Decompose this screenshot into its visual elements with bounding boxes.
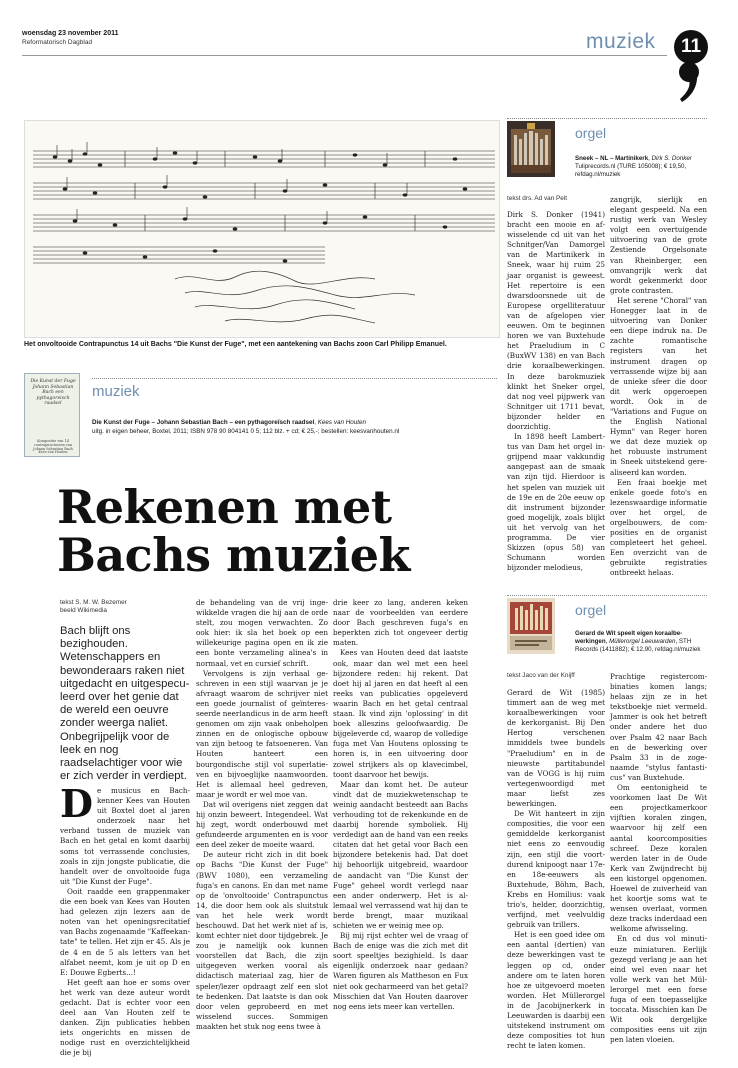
- book-info: Die Kunst der Fuge – Johann Sebastian Bach – een pythagoreïsch raadsel, Kees van Houten uitg. in eigen beheer, Boxtel, 2011; ISBN 978 90 804141 0 5; 112 blz. + cd; € 25,-; bestellen: keesvanhouten.nl: [92, 419, 400, 435]
- review2-paragraph: Gerard de Wit (1985) timmert aan de weg met koraalbewerkingen voor de kerkorganist. Bij Den Hertog verschenen inmiddels twee bundels "Praeludium" en in de nieuwste partitabundel van de VOGG is hij ruim vertegenwoordigd met maar liefst zes bewerkingen.: [507, 688, 605, 809]
- review1-details: Tuliprecords.nl (TURE 105008); € 19,50, refdag.nl/muziek: [575, 163, 687, 179]
- review1-section-label: orgel: [575, 125, 607, 141]
- article-paragraph: Kees van Houten deed dat laatste ook, maar dan wel met een heel bijzondere reden: hij rekent. Dat doet hij al jaren en dat heeft al een reeks van publicaties opgeleverd waarin Bach en het getal centraal staan. Ik vind zijn 'oplossing' in dit boek alleszins geloofwaardig. De bijgeleverde cd, waarop de volledige fuga met Van Houtens oplossing te horen is, in een uitvoering door zowel strijkers als op klavecimbel, toont daarvoor het bewijs.: [333, 648, 468, 779]
- review2-paragraph: De Wit hanteert in zijn composities, die voor een gemiddelde kerkorganist niet eens zo eenvoudig zijn, een stijl die voortdurend knipoogt naar 17e- en 18e-eeuwers als Buxtehude, Böhm, Bach, Krebs en Homilius: vaak trio's, helder, doorzichtig, verfijnd, met veelvuldig gebruik van trillers.: [507, 809, 605, 930]
- book-title: Die Kunst der Fuge – Johann Sebastian Bach – een pythagoreïsch raadsel: [92, 419, 315, 426]
- article-paragraph: Maar dan komt het. De auteur vindt dat de muziekwetenschap te weinig aandacht besteedt aan Bachs verhouding tot de rekenkunde en de daarbij horende symboliek. Hij verdedigt aan de hand van een reeks citaten dat het getal voor Bach een bijzondere betekenis had. Dat doet hij behoorlijk uitgebreid, waardoor de aandacht van "Die Kunst der Fuge" geheel wordt verlegd naar een ander onderwerp. Het is allemaal wel verrassend wat hij dan te berde brengt, maar muzikaal schieten we er weinig mee op.: [333, 779, 468, 930]
- review2-paragraph: Om eentonigheid te voorkomen laat De Wit een projectkamerkoor vijftien koralen zingen, waarvoor hij zelf een aantal koorcomposities schreef. Deze koralen werden later in de Oude Kerk van Zwijndrecht bij een kistorgel opgenomen. Hoewel de zuiverheid van het koortje soms wat te wensen overlaat, vormen deze tracks inderdaad een welkome afwisseling.: [610, 783, 707, 934]
- review2-paragraph: En cd dus vol minutieuze miniaturen. Eerlijk gezegd verlang je aan het eind wel even naar het volle werk van het Müllerorgel met een forse fuga of een toepasselijke toccata. Misschien kan De Wit ook dergelijke composities eens uit zijn pen laten vloeien.: [610, 934, 707, 1045]
- book-cover-author: Kees van Houten: [38, 450, 68, 454]
- review2-column-2: [610, 672, 707, 1045]
- book-author: Kees van Houten: [317, 419, 367, 426]
- review1-paragraph: Het serene "Choral" van Honegger laat in de uitvoering van Donker een diepe indruk na. De zachte romantische registers van het instrument dragen op verrassende wijze bij aan de unieke sfeer die door dit werk opgeroepen wordt. Ook in de "Variations and Fugue on the English National Hymn" van Reger horen we dat deze muziek op het robuuste instrument in Sneek uitstekend gerealiseerd kan worden.: [610, 295, 707, 477]
- review2-performer: Müllerorgel Leeuwarden: [609, 638, 676, 646]
- byline-image: beeld Wikimedia: [60, 607, 107, 614]
- review1-paragraph: zangrijk, sierlijk en elegant gespeeld. Na een rustig werk van Wesley volgt een overtuigende uitvoering van de grote Zestiende Orgelsonate van Rheinberger, een omvangrijk werk dat wordt gekenmerkt door grote contrasten.: [610, 195, 707, 295]
- book-section-label: muziek: [92, 383, 140, 400]
- review1-byline: tekst drs. Ad van Pelt: [507, 195, 568, 202]
- article-paragraph: Vervolgens is zijn verhaal geschreven in een stijl waarvan je je afvraagt waarom de schrijver niet een goede journalist of geïnteresseerde neerlandicus in de arm heeft genomen om zijn vaak onbeholpen zinnen en de onlogische opbouw van zijn betoog te fatsoeneren. Van Houten hanteert een bourgondische stijl vol superlatieven en bijvoeglijke naamwoorden. Het is allemaal heel gedreven, maar je wordt er wel moe van.: [196, 668, 328, 799]
- review2-info: Gerard de Wit speelt eigen koraalbewerkingen, Müllerorgel Leeuwarden, STH Records (1411882); € 12,90, refdag.nl/muziek: [575, 630, 701, 654]
- publication-date: woensdag 23 november 2011: [22, 30, 119, 37]
- article-headline: [57, 480, 497, 582]
- book-cover: [24, 373, 80, 457]
- cd-cover-photo: [507, 598, 555, 654]
- article-column-2: [196, 598, 328, 1032]
- section-title: muziek: [586, 30, 656, 53]
- header-divider: [22, 55, 667, 56]
- article-paragraph: Ooit raadde een grappenmaker die een boek van Kees van Houten had gelezen zijn lezers aan de noten van het openingsrecitatief van Bachs zogenaamde "Kaffeekantate" te tellen. Het zijn er 45. Als je de 4 en de 5 als letters van het alfabet neemt, kom je uit op D en E: Douwe Egberts...!: [60, 886, 190, 977]
- review1-title: Sneek – NL – Martinikerk: [575, 155, 649, 162]
- review2-title: Gerard de Wit speelt eigen koraalbewerkingen: [575, 630, 683, 646]
- book-divider: [92, 378, 497, 379]
- review1-paragraph: In 1898 heeft Lamberttus van Dam het orgel ingrijpend maar vakkundig aangepast aan de smaak van zijn tijd. Hierdoor is het spelen van muziek uit de 19e en de 20e eeuw op dit instrument bijzonder goed mogelijk, zoals blijkt uit het vervolg van het programma. De vier Skizzen (opus 58) van Schumann worden bijzonder melodieus,: [507, 432, 605, 573]
- book-cover-subtitle: Kompositie van 14 contrapunctussen van Johann Sebastian Bach: [33, 439, 73, 451]
- article-paragraph: Dat wil overigens niet zeggen dat hij onzin beweert. Integendeel. Wat hij zegt, wordt onderbouwd met gefundeerde argumenten en is voor een deel zeker de moeite waard.: [196, 799, 328, 850]
- organ-pipes-illustration: [507, 121, 555, 177]
- review1-divider: [507, 118, 707, 119]
- book-details: uitg. in eigen beheer, Boxtel, 2011; ISBN 978 90 804141 0 5; 112 blz. + cd; € 25,-; bestellen: keesvanhouten.nl: [92, 428, 400, 435]
- newspaper-name: Reformatorisch Dagblad: [22, 39, 93, 46]
- review1-column-2: [610, 195, 707, 579]
- page-number: 11: [674, 30, 708, 64]
- review2-byline: tekst Jaco van der Knijff: [507, 672, 575, 679]
- review2-paragraph: Prachtige registercombinaties komen langs; helaas zijn ze in het tekstboekje niet vermeld. Jammer is ook het betreft onder andere het duo over Psalm 42 naar Bach en de bewerking over Psalm 33 in de zogenaamde "stylus fantasticus" van Buxtehude.: [610, 672, 707, 782]
- organ-photo: [507, 121, 555, 177]
- byline-author: tekst S. M. W. Bezemer: [60, 599, 127, 606]
- image-caption: Het onvoltooide Contrapunctus 14 uit Bachs "Die Kunst der Fuge", met een aantekening van Bachs zoon Carl Philipp Emanuel.: [24, 341, 447, 348]
- article-column-3: [333, 598, 468, 1012]
- review2-section-label: orgel: [575, 602, 607, 618]
- cd-cover-illustration: [507, 598, 555, 654]
- review2-paragraph: Het is een goed idee om een aantal (dertien) van deze bewerkingen vast te leggen op cd, onder andere om te laten horen hoe ze uitgevoerd moeten worden. Het Müllerorgel in de Jacobijnerkerk in Leeuwarden is daarbij een uitstekend instrument om deze composities tot hun recht te laten komen.: [507, 930, 605, 1051]
- article-intro: Bach blijft ons bezighouden. Wetenschappers en bewonderaars raken niet uitgedacht en uitgespeculeerd over het genie dat de wereld een oeuvre zonder weerga naliet. Onbegrijpelijk voor de leek en nog raadselachtiger voor wie er zich verder in verdiept.: [60, 625, 190, 783]
- headline-line-2: Bachs muziek: [57, 528, 410, 582]
- review1-performer: Dirk S. Donker: [651, 155, 692, 162]
- review1-column-1: [507, 210, 605, 573]
- sheet-music-illustration: [25, 121, 500, 338]
- article-column-1: [60, 781, 190, 1059]
- headline-line-1: Rekenen met: [57, 480, 392, 534]
- review1-info: Sneek – NL – Martinikerk, Dirk S. Donker Tuliprecords.nl (TURE 105008); € 19,50, refdag.nl/muziek: [575, 155, 692, 179]
- article-paragraph: e musicus en Bachkenner Kees van Houten uit Boxtel doet al jaren onderzoek naar het verband tussen de muziek van Bach en het getal en komt daarbij soms tot verrassende conclusies, zoals in zijn jongste publicatie, die handelt over de onvoltooide fuga uit "Die Kunst der Fuge".: [60, 786, 190, 886]
- drop-cap: D: [60, 781, 93, 826]
- review2-details: STH Records (1411882); € 12,90, refdag.nl/muziek: [575, 638, 701, 654]
- review1-paragraph: Een fraai boekje met enkele goede foto's en lezenswaardige informatie over het orgel, de orgelbouwers, de composities en de organist completeert het geheel. Een overzicht van de gebruikte registraties ontbreekt helaas.: [610, 477, 707, 578]
- article-paragraph: drie keer zo lang, anderen keken naar de voorbeelden van eerdere door Bach geschreven fuga's en beperkten zich tot ongeveer dertig maten.: [333, 598, 468, 648]
- manuscript-image: [24, 120, 500, 338]
- article-paragraph: Het geeft aan hoe er soms over het werk van deze auteur wordt gedacht. Dat is echter voor een deel aan Van Houten zelf te danken. Zijn publicaties hebben iets ongerichts en missen de nodige rust en overzichtelijkheid die je bij: [60, 977, 190, 1058]
- article-paragraph: de behandeling van de vrij ingewikkelde vragen die hij aan de orde stelt, zou mogen verwachten. Zo ook hier: ik sla het boek op een willekeurige pagina open en ik zie een bonte verzameling alinea's in normaal, vet en cursief schrift.: [196, 598, 328, 668]
- article-byline: [60, 599, 127, 615]
- comma-logo-icon: [676, 60, 702, 104]
- book-cover-title: Die Kunst der Fuge Johann Sebastian Bach een pythagoreisch raadsel: [30, 379, 76, 406]
- article-paragraph: Bij mij rijst echter wel de vraag of Bach de enige was die zich met dit soort speeltjes bezighield. Is daar eigenlijk onderzoek naar gedaan? Waren figuren als Mattheson en Fux niet ook gecharmeerd van het getal? Misschien dat Van Houten daarover nog eens iets meer kan vertellen.: [333, 931, 468, 1011]
- review2-divider: [507, 595, 707, 596]
- review2-column-1: [507, 688, 605, 1051]
- article-paragraph: De auteur richt zich in dit boek op Bachs "Die Kunst der Fuge" (BWV 1080), een verzameling fuga's en canons. En dan met name op de 'onvoltooide' Contrapunctus 14, die door hem ook als sluitstuk van het hele werk wordt beschouwd. Dat het werk niet af is, komt echter niet door tijdgebrek. Je zou je namelijk ook kunnen voorstellen dat Bach, die zijn uitgegeven werken vooral als didactisch materiaal zag, hier de speler/lezer opdraagt zelf een slot te bedenken. Dat laatste is dan ook door velen geprobeerd en met wisselend succes. Sommigen maakten het stuk nog eens twee à: [196, 850, 328, 1031]
- review1-paragraph: Dirk S. Donker (1941) bracht een mooie en afwisselende cd uit van het Schnitger/Van Damorgel van de Martinikerk in Sneek, waar hij ruim 25 jaar organist is geweest. Het repertoire is een dwarsdoorsnede uit de Europese orgelliteratuur van de afgelopen vier eeuwen. Om te beginnen horen we van Buxtehude het Praeludium in C (BuxWV 138) en van Bach drie koraalbewerkingen. In deze barokmuziek klinkt het Sneker orgel, dat nog veel pijpwerk van Schnitger uit 1711 bevat, bijzonder helder en doorzichtig.: [507, 210, 605, 431]
